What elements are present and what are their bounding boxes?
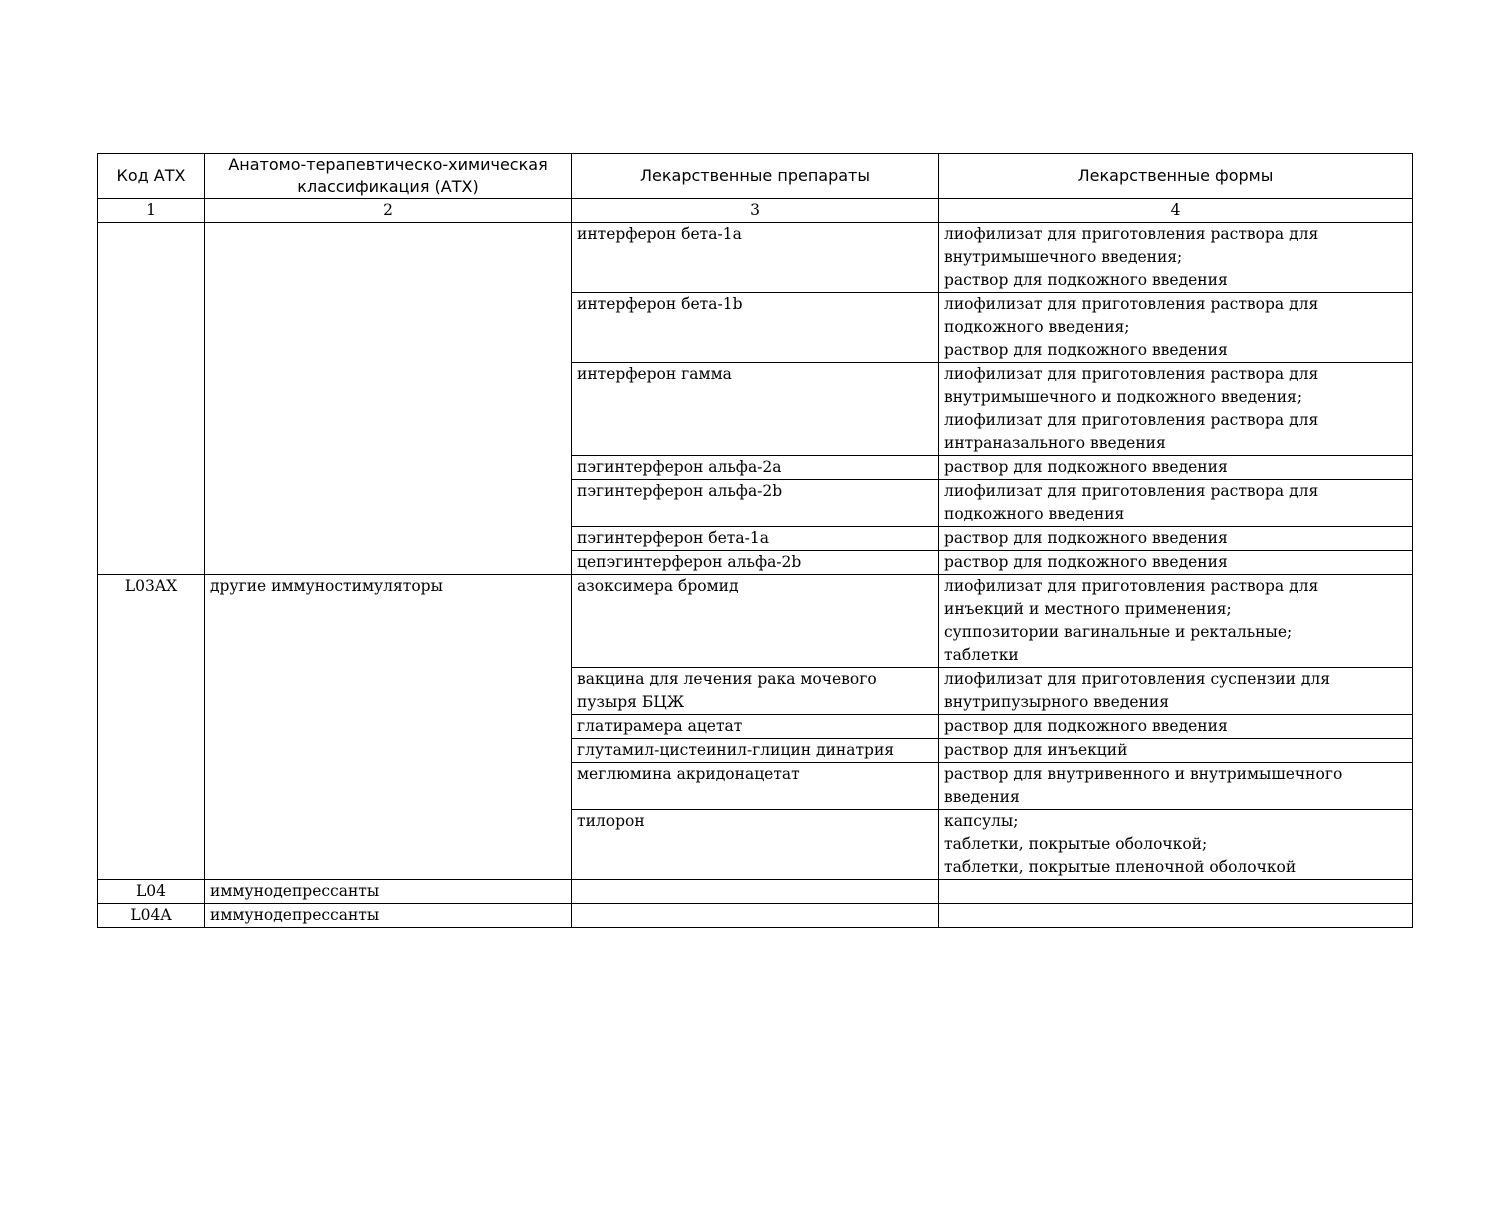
atx-classification-cell: иммунодепрессанты	[205, 880, 572, 904]
drug-form-line: раствор для подкожного введения	[944, 717, 1228, 735]
atx-code-cell: L04A	[98, 904, 205, 928]
drug-form-line: внутрипузырного введения	[944, 693, 1169, 711]
drug-name-cell: глутамил-цистеинил-глицин динатрия	[572, 739, 939, 763]
drug-name-cell: глатирамера ацетат	[572, 715, 939, 739]
drug-form-line: суппозитории вагинальные и ректальные;	[944, 623, 1293, 641]
atx-classification-cell	[205, 223, 572, 575]
drug-forms-cell	[939, 527, 1413, 551]
drug-form-line: таблетки, покрытые пленочной оболочкой	[944, 858, 1297, 876]
drug-name-cell: пэгинтерферон альфа-2b	[572, 480, 939, 527]
drug-form-line: лиофилизат для приготовления суспензии для	[944, 670, 1331, 688]
drug-form-line: раствор для подкожного введения	[944, 341, 1228, 359]
drug-form-line: введения	[944, 788, 1020, 806]
drug-forms-cell	[939, 363, 1413, 456]
drug-forms-cell	[939, 223, 1413, 293]
drug-form-line: подкожного введения	[944, 505, 1125, 523]
header-forms: Лекарственные формы	[939, 154, 1413, 199]
drug-name-cell: пэгинтерферон альфа-2a	[572, 456, 939, 480]
table-row	[98, 904, 1413, 928]
drug-form-line: подкожного введения;	[944, 318, 1130, 336]
header-atx-classification: Анатомо-терапевтическо-химическая классификация (АТХ)	[205, 154, 572, 199]
drug-forms-cell	[939, 456, 1413, 480]
drug-name-cell: интерферон гамма	[572, 363, 939, 456]
drug-forms-cell	[939, 575, 1413, 668]
atx-classification-cell: другие иммуностимуляторы	[205, 575, 572, 880]
drug-form-line: раствор для инъекций	[944, 741, 1128, 759]
drug-form-line: таблетки	[944, 646, 1019, 664]
drug-form-line: раствор для подкожного введения	[944, 458, 1228, 476]
drug-form-line: лиофилизат для приготовления раствора для	[944, 365, 1319, 383]
header-row	[98, 154, 1413, 199]
drug-form-line: лиофилизат для приготовления раствора для	[944, 295, 1319, 313]
drug-forms-cell	[939, 739, 1413, 763]
atx-code-cell: L04	[98, 880, 205, 904]
drug-name-cell: пэгинтерферон бета-1a	[572, 527, 939, 551]
drug-name-cell: меглюмина акридонацетат	[572, 763, 939, 810]
drug-form-line: интраназального введения	[944, 434, 1166, 452]
drug-forms-cell	[939, 293, 1413, 363]
table-row	[98, 223, 1413, 293]
drug-forms-cell	[939, 715, 1413, 739]
column-number: 4	[939, 199, 1413, 223]
drug-form-line: лиофилизат для приготовления раствора для	[944, 225, 1319, 243]
drug-form-line: раствор для внутривенного и внутримышечного	[944, 765, 1343, 783]
drug-forms-cell	[939, 668, 1413, 715]
drug-form-line: инъекций и местного применения;	[944, 600, 1232, 618]
drug-form-line: раствор для подкожного введения	[944, 529, 1228, 547]
atx-code-cell	[98, 223, 205, 575]
drug-name-cell: тилорон	[572, 810, 939, 880]
drug-form-line: раствор для подкожного введения	[944, 271, 1228, 289]
drug-name-cell: интерферон бета-1a	[572, 223, 939, 293]
drug-form-line: внутримышечного и подкожного введения;	[944, 388, 1303, 406]
drug-forms-cell	[939, 904, 1413, 928]
drug-name-cell	[572, 880, 939, 904]
drug-form-line: лиофилизат для приготовления раствора для	[944, 411, 1319, 429]
drug-forms-cell	[939, 763, 1413, 810]
drug-form-line: лиофилизат для приготовления раствора для	[944, 577, 1319, 595]
column-number: 2	[205, 199, 572, 223]
table-row	[98, 575, 1413, 668]
drug-name-cell: цепэгинтерферон альфа-2b	[572, 551, 939, 575]
drug-form-line: капсулы;	[944, 812, 1019, 830]
column-number-row	[98, 199, 1413, 223]
drug-forms-cell	[939, 551, 1413, 575]
atx-code-cell: L03AX	[98, 575, 205, 880]
drug-form-line: внутримышечного введения;	[944, 248, 1183, 266]
drug-name-cell: интерферон бета-1b	[572, 293, 939, 363]
drug-form-line: лиофилизат для приготовления раствора для	[944, 482, 1319, 500]
atx-drug-table	[97, 153, 1413, 928]
drug-name-cell	[572, 904, 939, 928]
drug-name-cell: азоксимера бромид	[572, 575, 939, 668]
column-number: 3	[572, 199, 939, 223]
table-row	[98, 880, 1413, 904]
atx-classification-cell: иммунодепрессанты	[205, 904, 572, 928]
header-atx-code: Код АТХ	[98, 154, 205, 199]
header-drugs: Лекарственные препараты	[572, 154, 939, 199]
drug-name-cell: вакцина для лечения рака мочевого пузыря БЦЖ	[572, 668, 939, 715]
drug-form-line: раствор для подкожного введения	[944, 553, 1228, 571]
drug-form-line: таблетки, покрытые оболочкой;	[944, 835, 1208, 853]
drug-forms-cell	[939, 810, 1413, 880]
column-number: 1	[98, 199, 205, 223]
drug-forms-cell	[939, 880, 1413, 904]
drug-forms-cell	[939, 480, 1413, 527]
